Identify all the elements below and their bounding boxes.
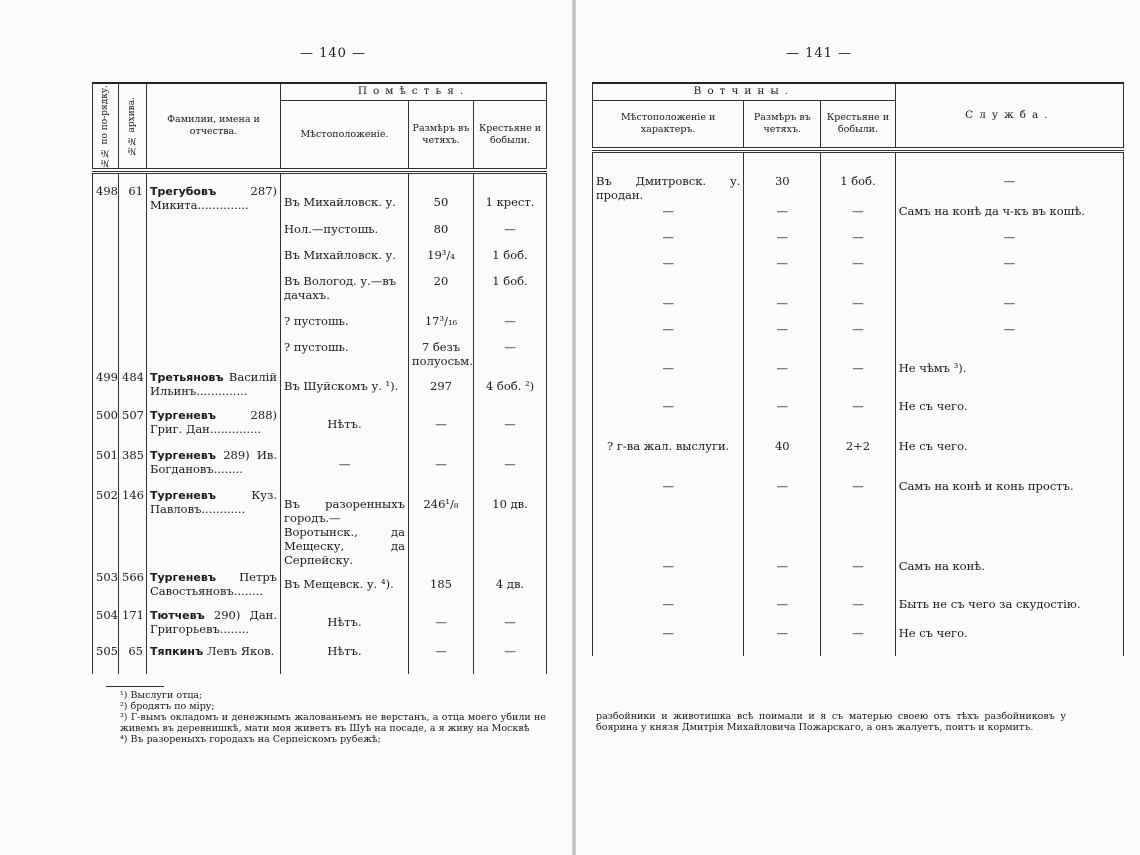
- footnotes-left: [102, 686, 546, 746]
- header-size: Размѣръ въ четяхъ.: [744, 101, 821, 148]
- table-row: ? пустошь. 7 безъ полуосьм. —: [93, 340, 547, 370]
- footnote-4: ⁴) Въ разореныхъ городахъ на Серпеiскомъ рубежѣ;: [120, 733, 381, 745]
- table-row: — — — Не съ чего.: [593, 390, 1124, 430]
- table-row: — — — —: [593, 256, 1124, 296]
- footnote-continuation: разбойники и животишка всѣ поимали и я съ матерью своею отъ тѣхъ разбойниковъ у боярина у князя Дмитрія Михайловича Пожарскаго, а онъ жалуетъ, поитъ и кормитъ.: [596, 711, 1066, 733]
- table-row: — — — Быть не съ чего за скудостію.: [593, 590, 1124, 626]
- header-names: Фамилии, имена и отчества.: [147, 83, 281, 169]
- footnote-1: ¹) Выслуги отца;: [120, 690, 203, 701]
- header-service: Служба.: [895, 83, 1123, 148]
- table-row: ? пустошь. 17³/₁₆ —: [93, 314, 547, 340]
- table-row: — — — Самъ на конѣ.: [593, 552, 1124, 590]
- table-row: ? г-ва жал. выслуги. 40 2+2 Не съ чего.: [593, 430, 1124, 470]
- table-row: 501 385 Тургеневъ 289) Ив. Богдановъ........ — — —: [93, 448, 547, 488]
- table-row: Въ Вологод. у.—въ дачахъ. 20 1 боб.: [93, 274, 547, 314]
- votchiny-table: [592, 82, 1124, 656]
- table-row: Нол.—пустошь. 80 —: [93, 222, 547, 248]
- table-row: — — — —: [593, 296, 1124, 322]
- table-row: 505 65 Тяпкинъ Левъ Яков. Нѣтъ. — —: [93, 644, 547, 674]
- table-row: 502 146 Тургеневъ Куз. Павловъ............ Въ разоренныхъ городъ.— Воротынск., да Мещеску, да Серпейску. 246¹/₈ 10 дв.: [93, 488, 547, 570]
- table-row: Въ Дмитровск. у. продан. 30 1 боб. —: [593, 163, 1124, 204]
- header-peasants: Крестьяне и бобыли.: [821, 101, 896, 148]
- footnote-2: ²) бродятъ по міру;: [120, 700, 215, 712]
- table-row: 503 566 Тургеневъ Петръ Савостьяновъ........ Въ Мещевск. у. ⁴). 185 4 дв.: [93, 570, 547, 608]
- table-row: — — — Самъ на конѣ и конь простъ.: [593, 470, 1124, 552]
- table-row: — — — —: [593, 322, 1124, 352]
- table-row: 504 171 Тютчевъ 290) Дан. Григорьевъ........ Нѣтъ. — —: [93, 608, 547, 644]
- header-votchiny-group: Вотчины.: [593, 83, 896, 101]
- right-page: [576, 0, 1140, 855]
- header-estates-group: Помѣстья.: [281, 83, 547, 101]
- header-location: Мѣстоположеніе и характеръ.: [593, 101, 744, 148]
- table-row: — — — Самъ на конѣ да ч-къ въ кошѣ.: [593, 204, 1124, 230]
- header-seq-number: №№ по по-рядку.: [93, 83, 119, 169]
- table-row: — — — Не чѣмъ ³).: [593, 352, 1124, 390]
- page-number-left: — 140 —: [300, 46, 367, 61]
- header-location: Мѣстоположеніе.: [281, 101, 409, 169]
- page-number-right: — 141 —: [786, 46, 853, 61]
- table-row: — — — Не съ чего.: [593, 626, 1124, 656]
- table-row: 499 484 Третьяновъ Василій Ильинъ.............. Въ Шуйскомъ у. ¹). 297 4 боб. ²): [93, 370, 547, 408]
- table-row: — — — —: [593, 230, 1124, 256]
- header-size: Размѣръ въ четяхъ.: [409, 101, 474, 169]
- footnote-rule: [106, 686, 164, 687]
- table-row: 498 61 Трегубовъ 287) Микита.............. Въ Михайловск. у. 50 1 крест.: [93, 184, 547, 222]
- header-archive-number: №№ архива.: [119, 83, 147, 169]
- table-row: Въ Михайловск. у. 19³/₄ 1 боб.: [93, 248, 547, 274]
- table-row: 500 507 Тургеневъ 288) Григ. Дан.............. Нѣтъ. — —: [93, 408, 547, 448]
- footnote-3: ³) Г-вымъ окладомъ и денежнымъ жалованьемъ не верстанъ, а отца моего убили не живемъ въ деревнишкѣ, мати моя живетъ въ Шуѣ на посаде, а я живу на Москвѣ: [120, 711, 546, 734]
- estates-table: [92, 82, 547, 674]
- header-peasants: Крестьяне и бобыли.: [474, 101, 547, 169]
